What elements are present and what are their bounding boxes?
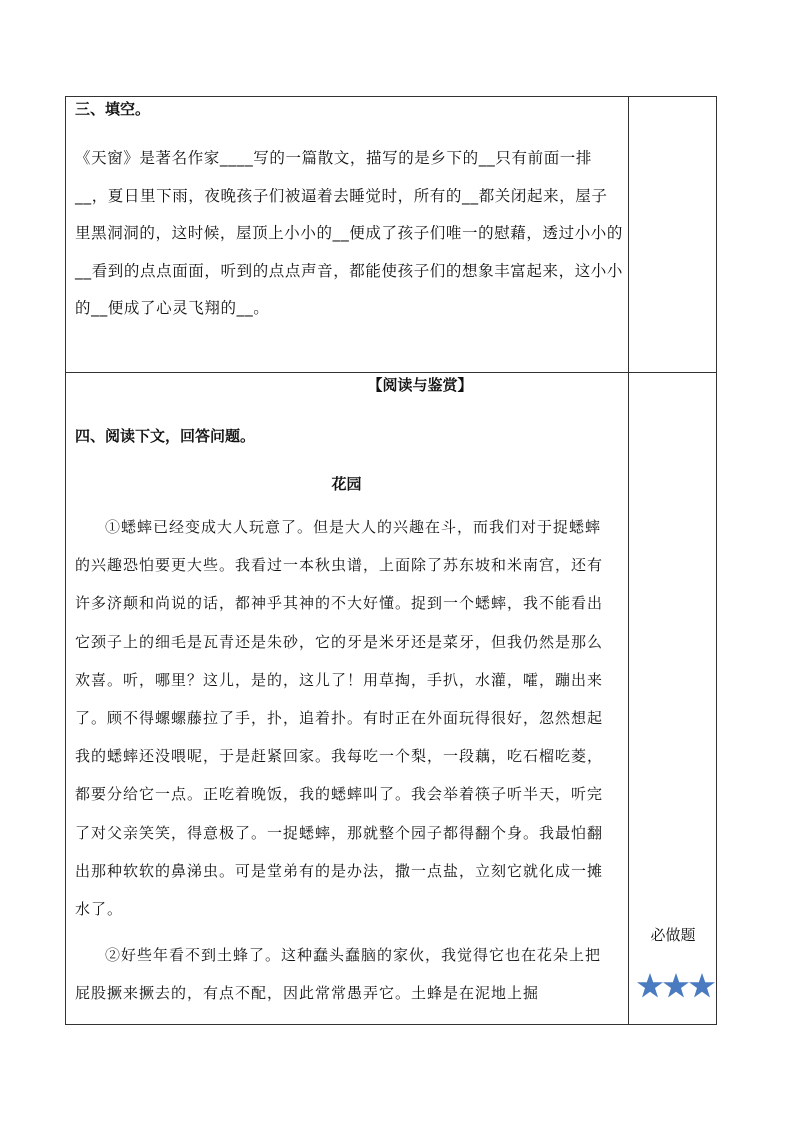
star-icon <box>637 973 663 998</box>
star-icon <box>689 973 715 998</box>
table-border-right <box>716 96 717 1025</box>
fill-blank-cell <box>65 96 628 372</box>
star-icon <box>663 973 689 998</box>
passage-paragraph-2: ②好些年看不到土蜂了。这种蠢头蠢脑的家伙，我觉得它也在花朵上把屁股撅来撅去的，有点不配，因此常常愚弄它。土蜂是在泥地上掘 <box>75 946 602 1003</box>
fill-blank-paragraph: 《天窗》是著名作家____写的一篇散文，描写的是乡下的__只有前面一排__，夏日里下雨，夜晚孩子们被逼着去睡觉时，所有的__都关闭起来，屋子里黑洞洞的，这时候，屋顶上小小的__便成了孩子们唯一的慰藉，透过小小的__看到的点点面面，听到的点点声音，都能使孩子们的想象丰富起来，这小小的__便成了心灵飞翔的__。 <box>75 149 624 317</box>
passage-paragraph-1: ①蟋蟀已经变成大人玩意了。但是大人的兴趣在斗，而我们对于捉蟋蟀的兴趣恐怕要更大些。我看过一本秋虫谱，上面除了苏东坡和米南宫，还有许多济颠和尚说的话，都神乎其神的不大好懂。捉到一个蟋蟀，我不能看出它颈子上的细毛是瓦青还是朱砂，它的牙是米牙还是菜牙，但我仍然是那么欢喜。听，哪里？这儿，是的，这儿了！用草掏，手扒，水灌，嚯，蹦出来了。顾不得螺螺藤拉了手，扑，追着扑。有时正在外面玩得很好，忽然想起我的蟋蟀还没喂呢，于是赶紧回家。我每吃一个梨，一段藕，吃石榴吃菱，都要分给它一点。正吃着晚饭，我的蟋蟀叫了。我会举着筷子听半天，听完了对父亲笑笑，得意极了。一捉蟋蟀，那就整个园子都得翻个身。我最怕翻出那种软软的鼻涕虫。可是堂弟有的是办法，撒一点盐，立刻它就化成一摊水了。 <box>75 518 604 919</box>
table-border-bottom <box>65 1024 717 1025</box>
reading-cell <box>65 372 628 1024</box>
required-label: 必做题 <box>650 926 696 944</box>
section-heading: 三、填空。 <box>75 100 151 118</box>
worksheet-table <box>65 96 717 1025</box>
reading-banner: 【阅读与鉴赏】 <box>367 376 473 394</box>
difficulty-stars <box>637 972 715 1000</box>
section-heading: 四、阅读下文，回答问题。 <box>75 427 256 445</box>
side-column <box>629 96 716 1024</box>
passage-title: 花园 <box>331 475 362 493</box>
